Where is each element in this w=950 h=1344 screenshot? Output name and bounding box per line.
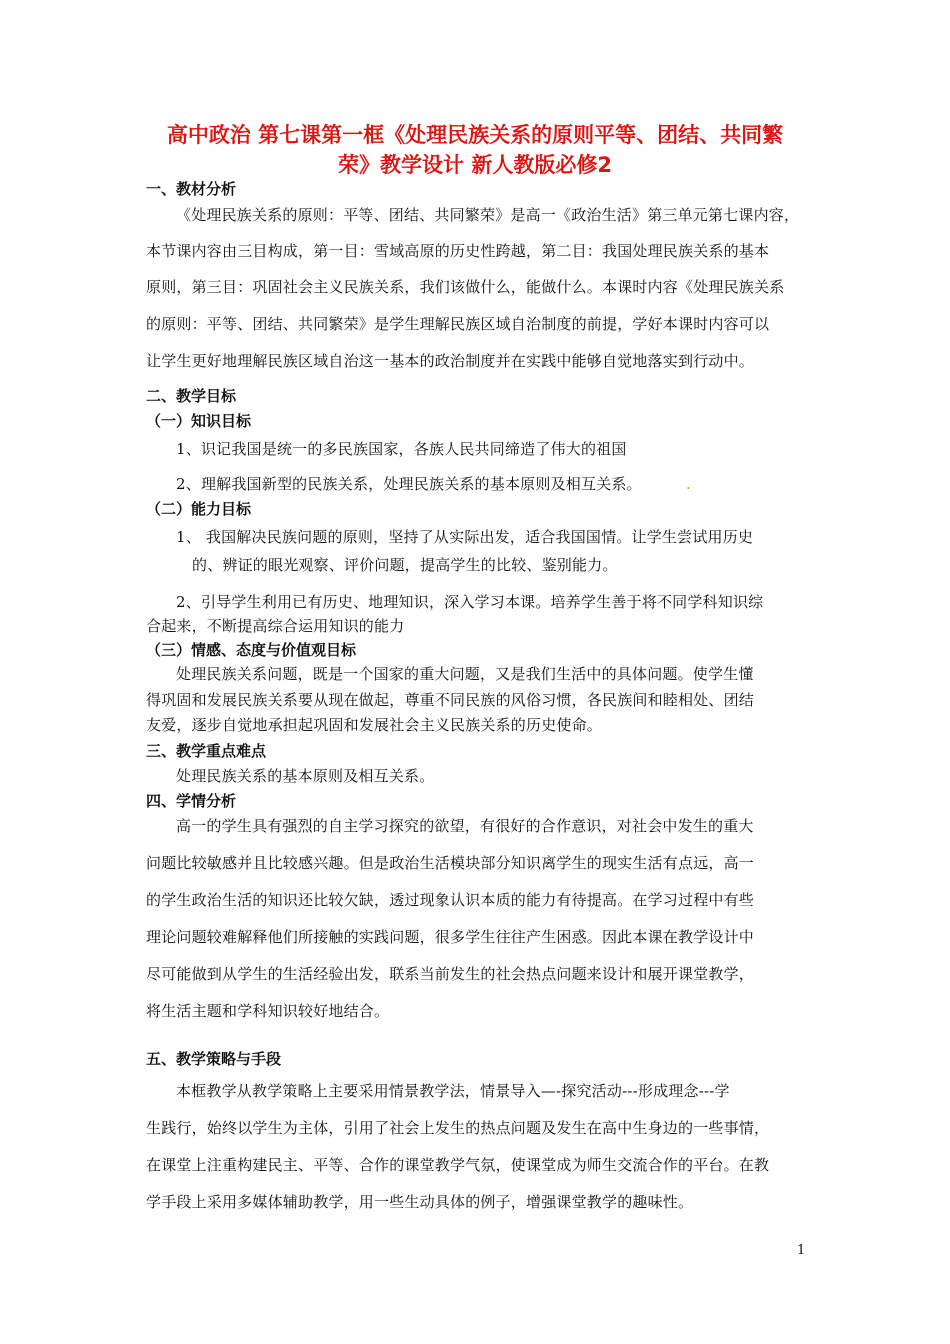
list-item-continuation: 合起来，不断提高综合运用知识的能力 [146,617,405,635]
paragraph-line: 的原则：平等、团结、共同繁荣》是学生理解民族区域自治制度的前提，学好本课时内容可以 [146,315,770,333]
paragraph-line: 友爱，逐步自觉地承担起巩固和发展社会主义民族关系的历史使命。 [146,716,603,734]
list-item: 2、引导学生利用已有历史、地理知识，深入学习本课。培养学生善于将不同学科知识综 [176,593,764,611]
section-heading-textbook-analysis: 一、教材分析 [146,180,237,198]
document-title-line-1: 高中政治 第七课第一框《处理民族关系的原则平等、团结、共同繁 [166,123,784,147]
list-item-continuation: 的、辨证的眼光观察、评价问题，提高学生的比较、鉴别能力。 [192,556,618,574]
stray-mark: . [686,475,691,493]
paragraph-line: 问题比较敏感并且比较感兴趣。但是政治生活模块部分知识离学生的现实生活有点远，高一 [146,854,755,872]
paragraph-line: 高一的学生具有强烈的自主学习探究的欲望，有很好的合作意识，对社会中发生的重大 [176,817,754,835]
section-heading-student-analysis: 四、学情分析 [146,792,237,810]
subheading-ability-goals: （二）能力目标 [146,500,252,518]
paragraph-line: 学手段上采用多媒体辅助教学，用一些生动具体的例子，增强课堂教学的趣味性。 [146,1193,694,1211]
section-heading-strategies: 五、教学策略与手段 [146,1050,282,1068]
document-title-line-2: 荣》教学设计 新人教版必修2 [338,153,612,177]
subheading-emotion-goals: （三）情感、态度与价值观目标 [146,641,357,659]
section-heading-teaching-goals: 二、教学目标 [146,387,237,405]
paragraph-line: 的学生政治生活的知识还比较欠缺，透过现象认识本质的能力有待提高。在学习过程中有些 [146,891,755,909]
section-heading-key-points: 三、教学重点难点 [146,742,267,760]
paragraph-line: 原则，第三目：巩固社会主义民族关系，我们该做什么，能做什么。本课时内容《处理民族关系 [146,278,785,296]
paragraph-line: 本节课内容由三目构成，第一目：雪域高原的历史性跨越，第二目：我国处理民族关系的基本 [146,242,770,260]
paragraph-line: 让学生更好地理解民族区域自治这一基本的政治制度并在实践中能够自觉地落实到行动中。 [146,352,755,370]
list-item: 1、 我国解决民族问题的原则，坚持了从实际出发，适合我国国情。让学生尝试用历史 [176,528,754,546]
paragraph-line: 理论问题较难解释他们所接触的实践问题，很多学生往往产生困惑。因此本课在教学设计中 [146,928,755,946]
paragraph-line: 生践行，始终以学生为主体，引用了社会上发生的热点问题及发生在高中生身边的一些事情， [146,1119,770,1137]
paragraph-line: 在课堂上注重构建民主、平等、合作的课堂教学气氛，使课堂成为师生交流合作的平台。在教 [146,1156,770,1174]
list-item: 2、理解我国新型的民族关系，处理民族关系的基本原则及相互关系。 [176,475,642,493]
subheading-knowledge-goals: （一）知识目标 [146,412,252,430]
paragraph-line: 尽可能做到从学生的生活经验出发，联系当前发生的社会热点问题来设计和展开课堂教学， [146,965,755,983]
paragraph-line: 处理民族关系的基本原则及相互关系。 [176,767,435,785]
paragraph-line: 本框教学从教学策略上主要采用情景教学法，情景导入—-探究活动---形成理念---学 [176,1082,730,1100]
paragraph-line: 《处理民族关系的原则：平等、团结、共同繁荣》是高一《政治生活》第三单元第七课内容， [176,206,800,224]
paragraph-line: 得巩固和发展民族关系要从现在做起，尊重不同民族的风俗习惯，各民族间和睦相处、团结 [146,691,755,709]
paragraph-line: 将生活主题和学科知识较好地结合。 [146,1002,390,1020]
paragraph-line: 处理民族关系问题，既是一个国家的重大问题，又是我们生活中的具体问题。使学生懂 [176,665,754,683]
page-number: 1 [797,1243,806,1258]
list-item: 1、识记我国是统一的多民族国家，各族人民共同缔造了伟大的祖国 [176,440,627,458]
